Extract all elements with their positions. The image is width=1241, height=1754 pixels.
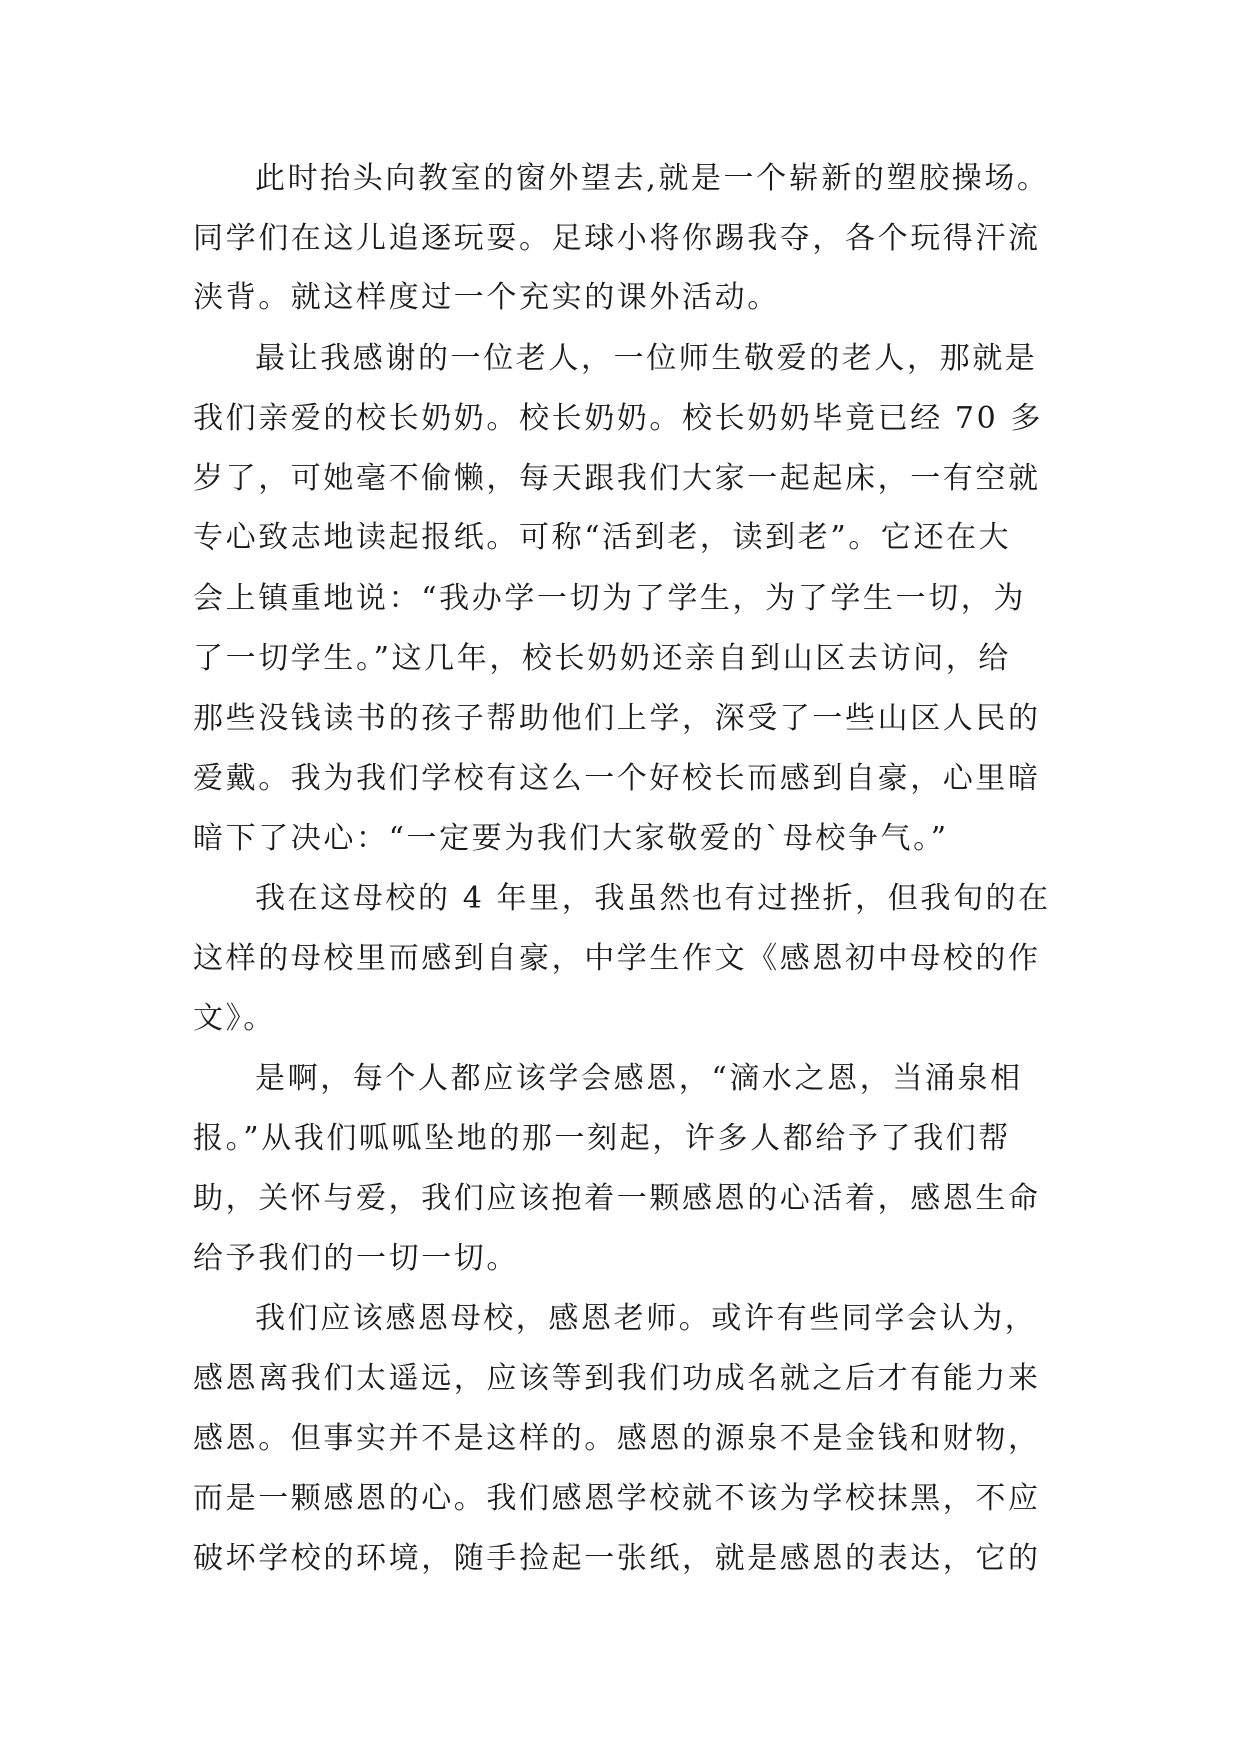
text-line: 爱戴。我为我们学校有这么一个好校长而感到自豪，心里暗 [193, 761, 1041, 796]
text-line: 暗下了决心：“一定要为我们大家敬爱的`母校争气。” [193, 821, 949, 856]
text-line: 我们应该感恩母校，感恩老师。或许有些同学会认为， [255, 1301, 1038, 1336]
text-line: 专心致志地读起报纸。可称“活到老，读到老”。它还在大 [193, 520, 1012, 555]
text-line: 我在这母校的 4 年里，我虽然也有过挫折，但我旬的在 [255, 881, 1051, 916]
text-line: 是啊，每个人都应该学会感恩，“滴水之恩，当涌泉相 [255, 1061, 1023, 1096]
text-line: 浃背。就这样度过一个充实的课外活动。 [193, 280, 780, 315]
text-line: 那些没钱读书的孩子帮助他们上学，深受了一些山区人民的 [193, 701, 1041, 736]
text-line: 我们亲爱的校长奶奶。校长奶奶。校长奶奶毕竟已经 70 多 [193, 401, 1044, 436]
text-line: 文》。 [193, 1001, 276, 1036]
text-line: 此时抬头向教室的窗外望去,就是一个崭新的塑胶操场。 [255, 161, 1050, 196]
text-line: 助，关怀与爱，我们应该抱着一颗感恩的心活着，感恩生命 [193, 1181, 1041, 1216]
text-line: 会上镇重地说：“我办学一切为了学生，为了学生一切，为 [193, 581, 1026, 616]
text-line: 给予我们的一切一切。 [193, 1241, 519, 1276]
text-line: 而是一颗感恩的心。我们感恩学校就不该为学校抹黑，不应 [193, 1481, 1041, 1516]
text-line: 这样的母校里而感到自豪，中学生作文《感恩初中母校的作 [193, 941, 1041, 976]
text-line: 了一切学生。”这几年，校长奶奶还亲自到山区去访问，给 [193, 641, 1011, 676]
text-line: 最让我感谢的一位老人，一位师生敬爱的老人，那就是 [255, 341, 1038, 376]
text-line: 岁了，可她毫不偷懒，每天跟我们大家一起起床，一有空就 [193, 461, 1041, 496]
text-line: 感恩。但事实并不是这样的。感恩的源泉不是金钱和财物， [193, 1421, 1041, 1456]
text-line: 同学们在这儿追逐玩耍。足球小将你踢我夺，各个玩得汗流 [193, 221, 1041, 256]
text-line: 破坏学校的环境，随手捡起一张纸，就是感恩的表达，它的 [193, 1541, 1041, 1576]
text-line: 感恩离我们太遥远，应该等到我们功成名就之后才有能力来 [193, 1361, 1041, 1396]
text-line: 报。”从我们呱呱坠地的那一刻起，许多人都给予了我们帮 [193, 1121, 1011, 1156]
